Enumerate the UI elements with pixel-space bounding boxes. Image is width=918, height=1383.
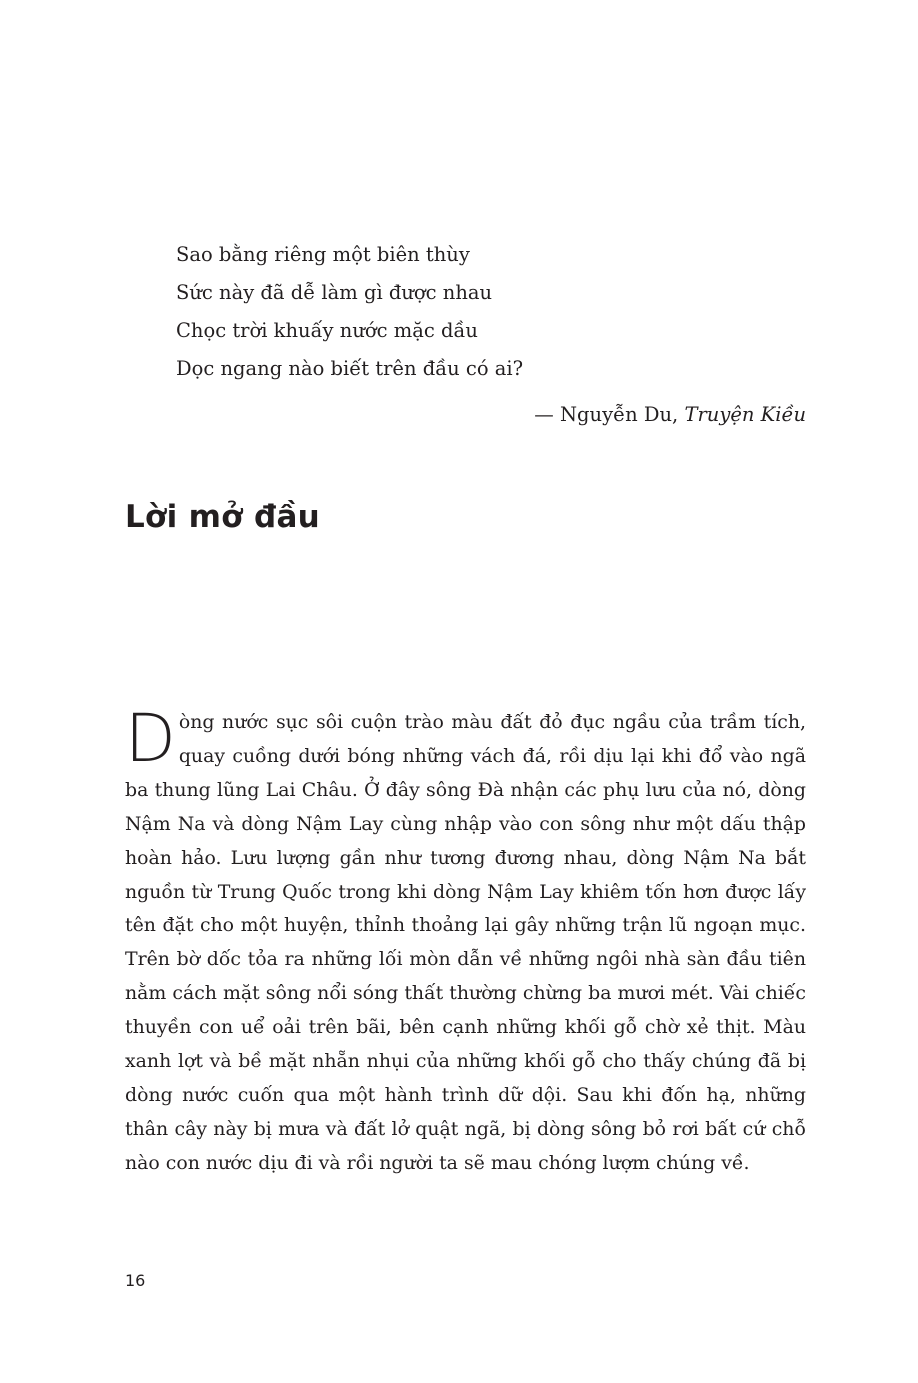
chapter-title: Lời mở đầu <box>125 499 321 535</box>
epigraph-line: Sao bằng riêng một biên thùy <box>176 243 470 266</box>
epigraph <box>176 236 523 388</box>
attribution-author: — Nguyễn Du, <box>534 403 685 426</box>
drop-cap: D <box>125 700 175 777</box>
body-paragraph <box>125 700 806 1181</box>
epigraph-line: Dọc ngang nào biết trên đầu có ai? <box>176 357 524 380</box>
epigraph-line: Sức này đã dễ làm gì được nhau <box>176 281 493 304</box>
epigraph-line: Chọc trời khuấy nước mặc dầu <box>176 319 478 342</box>
epigraph-attribution <box>534 396 806 434</box>
page-number: 16 <box>125 1271 146 1290</box>
body-text: òng nước sục sôi cuộn trào màu đất đỏ đục ngầu của trầm tích, quay cuồng dưới bóng những vách đá, rồi dịu lại khi đổ vào ngã ba thung lũng Lai Châu. Ở đây sông Đà nhận các phụ lưu của nó, dòng Nậm Na và dòng Nậm Lay cùng nhập vào con sông như một dấu thập hoàn hảo. Lưu lượng gần như tương đương nhau, dòng Nậm Na bắt nguồn từ Trung Quốc trong khi dòng Nậm Lay khiêm tốn hơn được lấy tên đặt cho một huyện, thỉnh thoảng lại gây những trận lũ ngoạn mục. Trên bờ dốc tỏa ra những lối mòn dẫn về những ngôi nhà sàn đầu tiên nằm cách mặt sông nổi sóng thất thường chừng ba mươi mét. Vài chiếc thuyền con uể oải trên bãi, bên cạnh những khối gỗ chờ xẻ thịt. Màu xanh lợt và bề mặt nhẵn nhụi của những khối gỗ cho thấy chúng đã bị dòng nước cuốn qua một hành trình dữ dội. Sau khi đốn hạ, những thân cây này bị mưa và đất lở quật ngã, bị dòng sông bỏ rơi bất cứ chỗ nào con nước dịu đi và rồi người ta sẽ mau chóng lượm chúng về. <box>125 711 806 1174</box>
attribution-work-title: Truyện Kiều <box>684 403 806 426</box>
